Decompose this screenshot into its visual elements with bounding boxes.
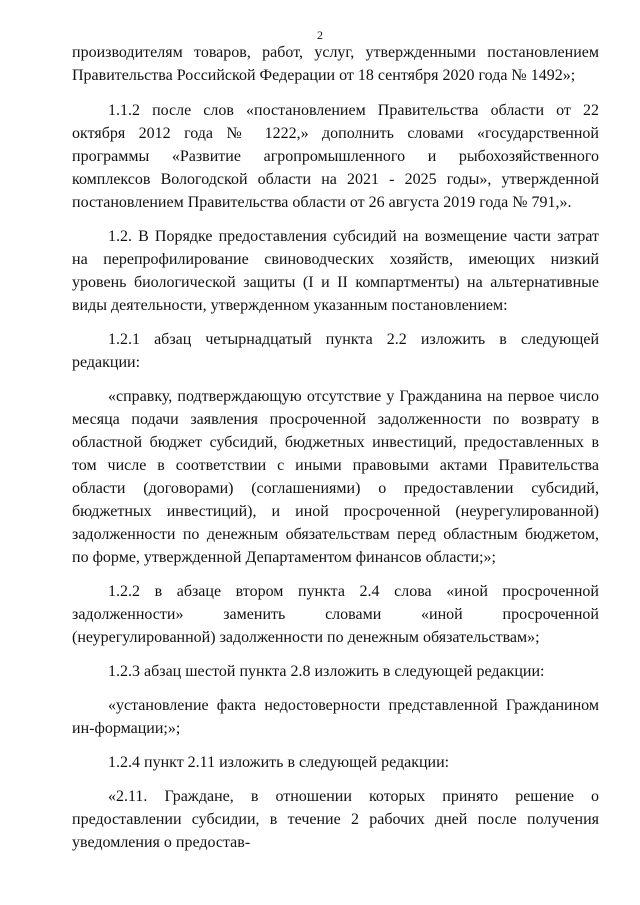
paragraph: 1.2.3 абзац шестой пункта 2.8 изложить в следующей редакции:: [108, 663, 545, 680]
paragraph: «справку, подтверждающую отсутствие у Гражданина на первое число месяца подачи заявления просроченной задолженности по возврату в областной бюджет субсидий, бюджетных инвестиций, предоставленных в том числе в соответствии с иными правовыми актами Правительства области (договорами) (соглашениями) о предоставлении субсидий, бюджетных инвестиций), и иной просроченной (неурегулированной) задолженности по денежным обязательствам перед областным бюджетом, по форме, утвержденной Департаментом финансов области;»;: [72, 388, 599, 566]
paragraph: «2.11. Граждане, в отношении которых принято решение о предоставлении субсидии, в течение 2 рабочих дней после получения уведомления о предостав-: [72, 788, 599, 851]
paragraph: 1.2.2 в абзаце втором пункта 2.4 слова «иной просроченной задолженности» заменить словами «иной просроченной (неурегулированной) задолженности по денежным обязательствам»;: [72, 583, 599, 646]
paragraph: «установление факта недостоверности представленной Гражданином ин-формации;»;: [72, 697, 599, 737]
paragraph: производителям товаров, работ, услуг, утвержденными постановлением Правительства Российской Федерации от 18 сентября 2020 года № 1492»;: [72, 44, 599, 84]
paragraph: 1.1.2 после слов «постановлением Правительства области от 22 октября 2012 года № 1222,» дополнить словами «государственной программы «Развитие агропромышленного и рыбохозяйственного комплексов Вологодской области на 2021 - 2025 годы», утвержденной постановлением Правительства области от 26 августа 2019 года № 791,».: [72, 102, 599, 211]
document-body: [72, 41, 599, 854]
paragraph: 1.2. В Порядке предоставления субсидий на возмещение части затрат на перепрофилирование свиноводческих хозяйств, имеющих низкий уровень биологической защиты (I и II компартменты) на альтернативные виды деятельности, утвержденном указанным постановлением:: [72, 228, 599, 314]
paragraph: 1.2.4 пункт 2.11 изложить в следующей редакции:: [108, 754, 450, 771]
paragraph: 1.2.1 абзац четырнадцатый пункта 2.2 изложить в следующей редакции:: [72, 331, 599, 371]
page-number: 2: [317, 28, 323, 42]
